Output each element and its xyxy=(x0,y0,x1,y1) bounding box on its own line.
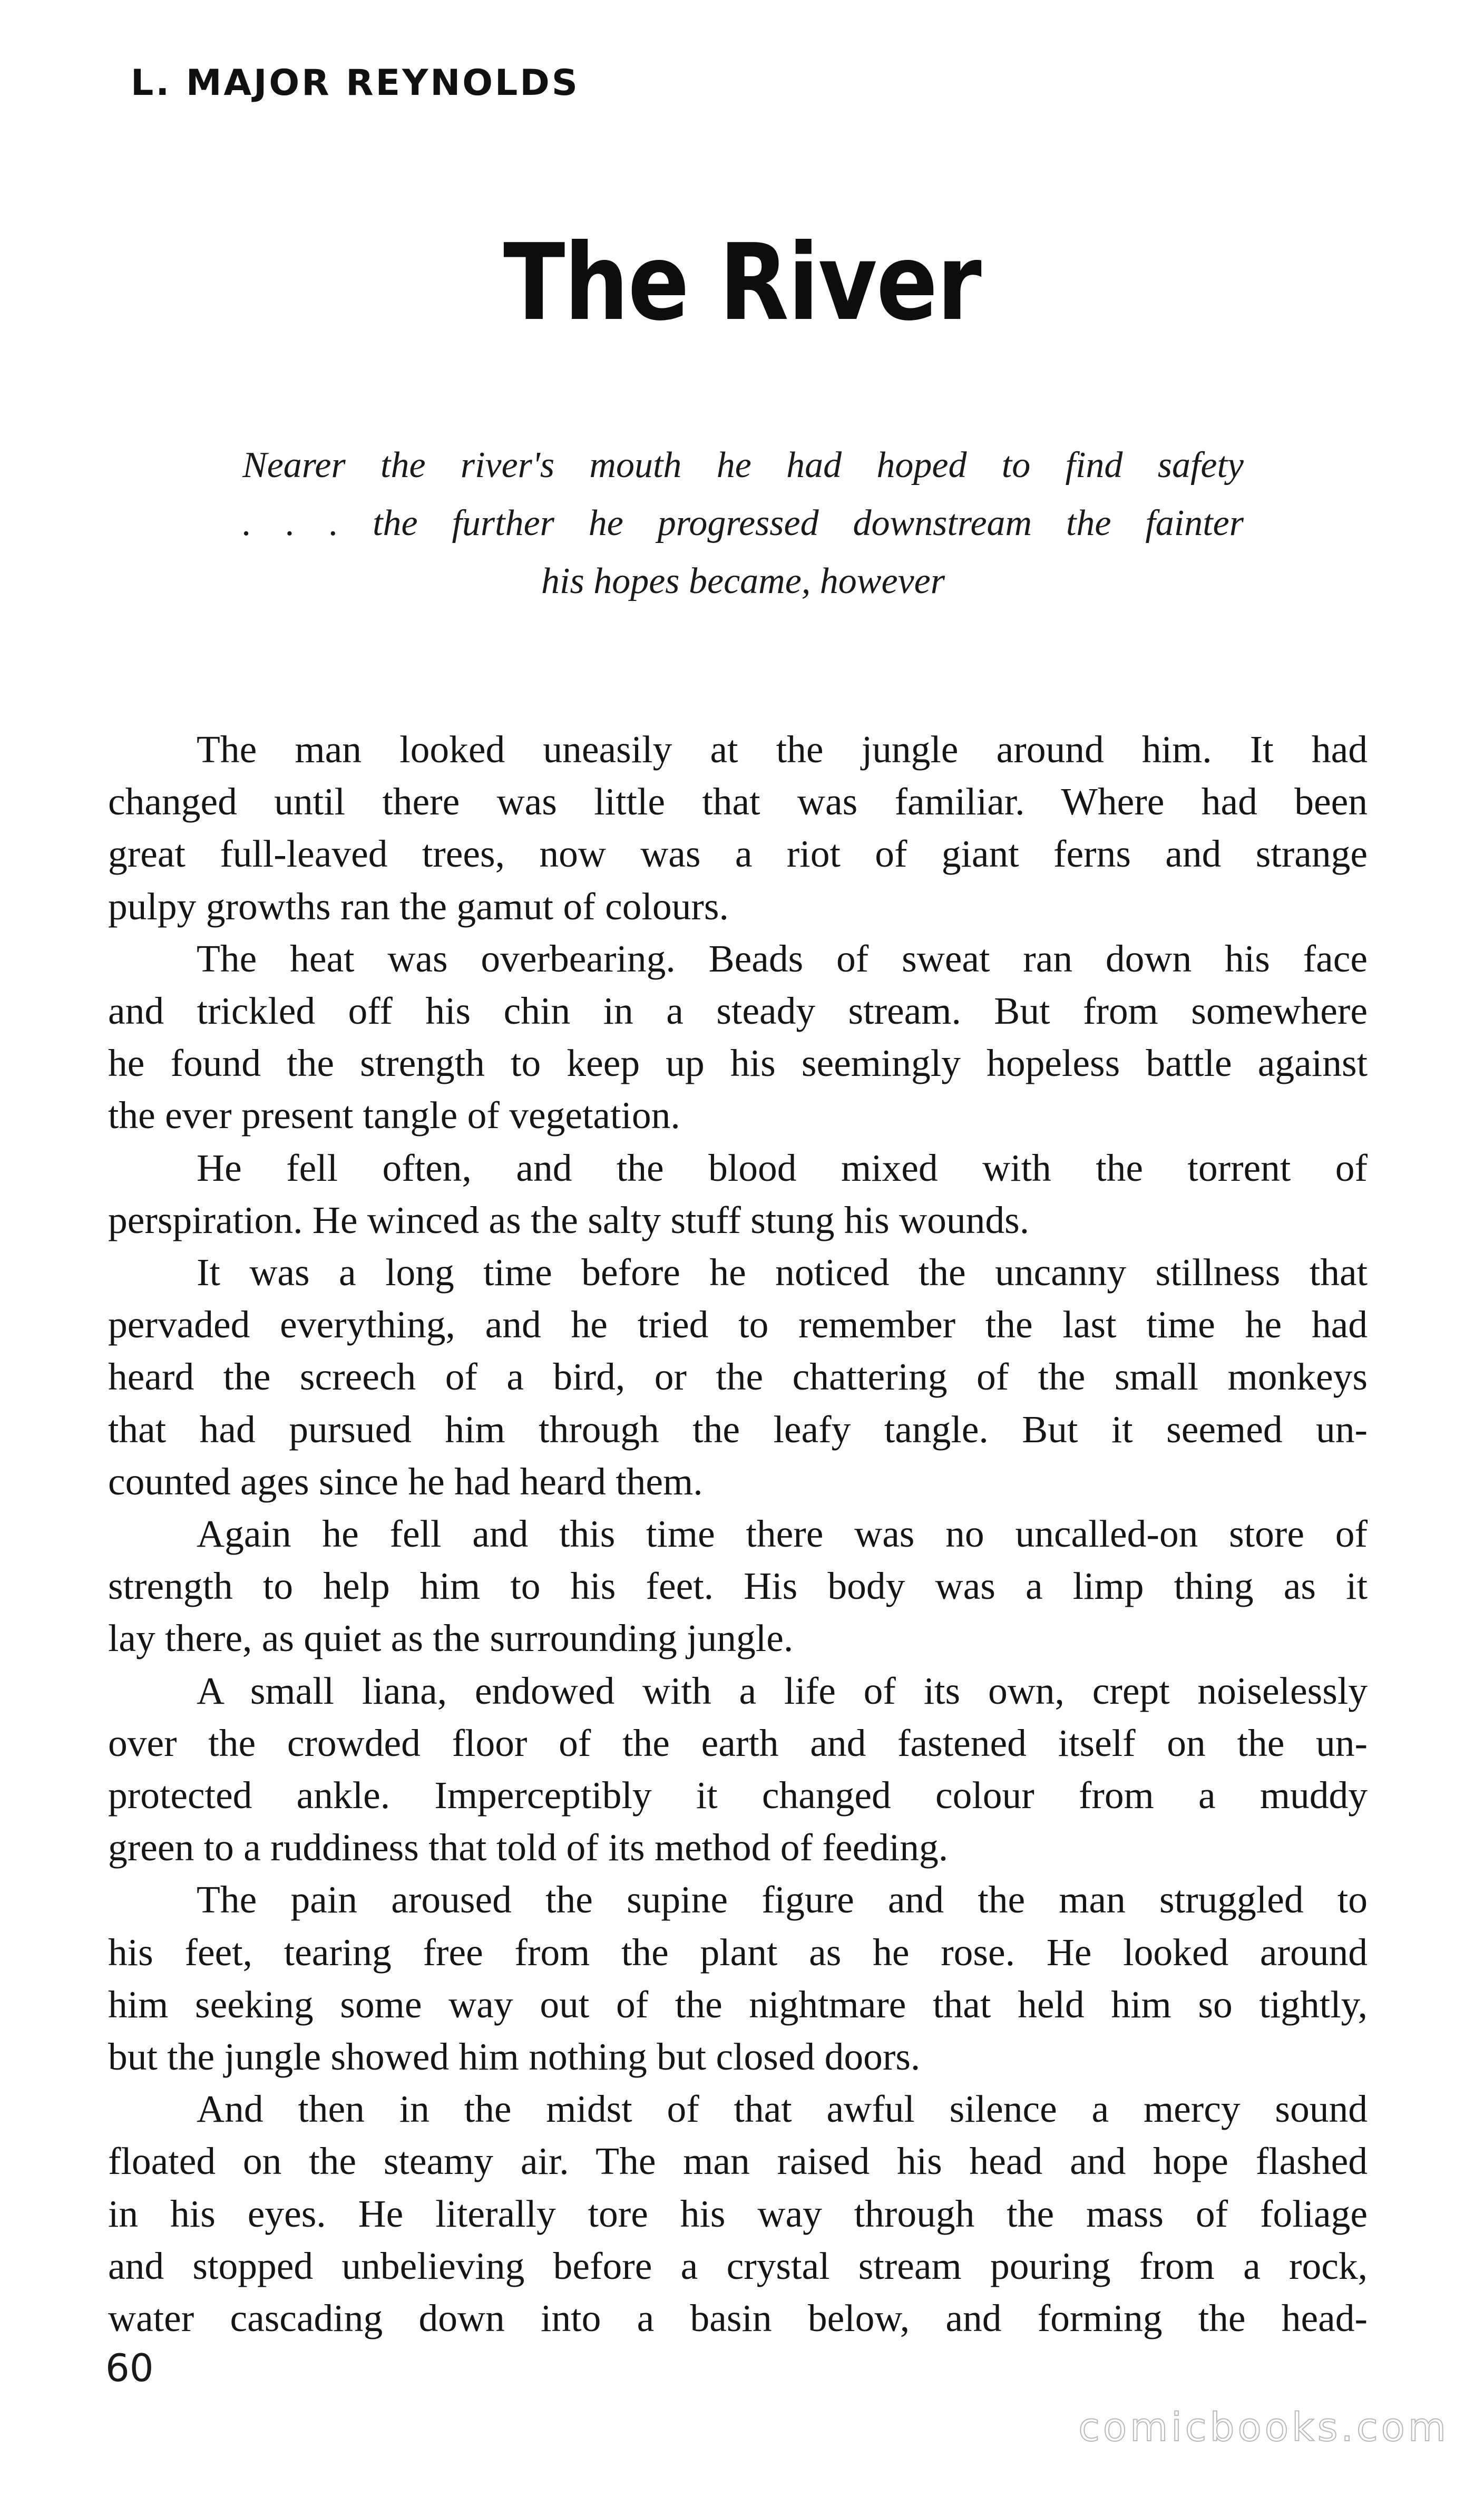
body-line: and stopped unbelieving before a crystal stream pouring from a rock, xyxy=(108,2244,1368,2287)
watermark: comicbooks.com xyxy=(1078,2405,1449,2450)
body-line: It was a long time before he noticed the uncanny stillness that xyxy=(197,1251,1368,1294)
body-line: over the crowded floor of the earth and fastened itself on the un- xyxy=(108,1721,1368,1764)
body-line: great full-leaved trees, now was a riot of giant ferns and strange xyxy=(108,832,1368,876)
body-line: that had pursued him through the leafy tangle. But it seemed un- xyxy=(108,1407,1368,1451)
body-line: strength to help him to his feet. His body was a limp thing as it xyxy=(108,1565,1368,1608)
body-line: water cascading down into a basin below, and forming the head- xyxy=(108,2297,1368,2340)
body-line: changed until there was little that was familiar. Where had been xyxy=(108,780,1368,823)
blurb-line: . . . the further he progressed downstream the fainter xyxy=(242,503,1244,543)
blurb-line: Nearer the river's mouth he had hoped to find safety xyxy=(242,445,1244,486)
body-line: lay there, as quiet as the surrounding jungle. xyxy=(108,1617,794,1660)
body-line: He fell often, and the blood mixed with the torrent of xyxy=(197,1146,1368,1189)
body-line: The pain aroused the supine figure and the man struggled to xyxy=(197,1878,1368,1921)
body-line: Again he fell and this time there was no uncalled-on store of xyxy=(197,1512,1368,1556)
body-line: protected ankle. Imperceptibly it changed colour from a muddy xyxy=(108,1774,1368,1817)
body-line: A small liana, endowed with a life of its own, crept noiselessly xyxy=(197,1669,1368,1712)
story-blurb xyxy=(242,436,1244,610)
body-line: in his eyes. He literally tore his way through the mass of foliage xyxy=(108,2192,1368,2235)
body-line: he found the strength to keep up his seemingly hopeless battle against xyxy=(108,1042,1368,1085)
body-line: the ever present tangle of vegetation. xyxy=(108,1094,680,1137)
body-line: and trickled off his chin in a steady stream. But from somewhere xyxy=(108,989,1368,1033)
body-line: but the jungle showed him nothing but closed doors. xyxy=(108,2035,921,2079)
body-line: perspiration. He winced as the salty stuff stung his wounds. xyxy=(108,1198,1030,1241)
body-line: green to a ruddiness that told of its method of feeding. xyxy=(108,1826,949,1869)
body-line: The heat was overbearing. Beads of sweat ran down his face xyxy=(197,937,1368,980)
author-name: L. MAJOR REYNOLDS xyxy=(131,62,580,104)
body-line: heard the screech of a bird, or the chattering of the small monkeys xyxy=(108,1355,1368,1399)
body-line: The man looked uneasily at the jungle around him. It had xyxy=(197,728,1368,771)
blurb-line: his hopes became, however xyxy=(541,561,945,601)
story-title: The River xyxy=(503,221,981,344)
story-body xyxy=(108,723,1368,2344)
body-line: him seeking some way out of the nightmare that held him so tightly, xyxy=(108,1983,1368,2026)
body-line: pulpy growths ran the gamut of colours. xyxy=(108,885,729,928)
body-line: his feet, tearing free from the plant as he rose. He looked around xyxy=(108,1930,1368,1974)
page-number: 60 xyxy=(105,2346,154,2390)
body-line: counted ages since he had heard them. xyxy=(108,1460,703,1503)
body-line: And then in the midst of that awful silence a mercy sound xyxy=(197,2088,1368,2131)
body-line: floated on the steamy air. The man raised his head and hope flashed xyxy=(108,2140,1368,2183)
body-line: pervaded everything, and he tried to remember the last time he had xyxy=(108,1303,1368,1346)
